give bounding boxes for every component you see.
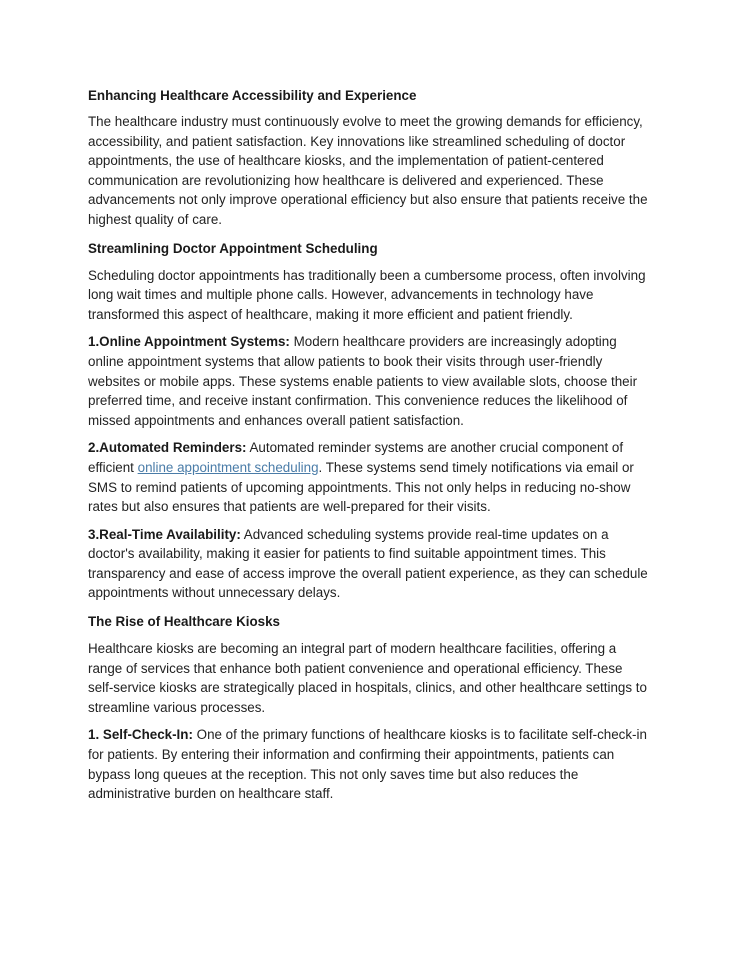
list-item-online-appointment	[88, 332, 650, 430]
list-item-text: One of the primary functions of healthcare kiosks is to facilitate self-check-in for patients. By entering their information and confirming their appointments, patients can bypass long queues at the reception. This not only saves time but also reduces the administrative burden on healthcare staff.	[88, 727, 647, 802]
section-heading-scheduling: Streamlining Doctor Appointment Scheduling	[88, 240, 378, 256]
list-item-text: Automated reminder systems are another crucial component of efficient	[88, 440, 624, 475]
online-appointment-scheduling-link[interactable]: online appointment scheduling	[137, 459, 319, 475]
scheduling-paragraph: Scheduling doctor appointments has traditionally been a cumbersome process, often involving long wait times and multiple phone calls. However, advancements in technology have transformed this aspect of healthcare, making it more efficient and patient friendly.	[88, 267, 646, 322]
intro-paragraph: The healthcare industry must continuously evolve to meet the growing demands for efficiency, accessibility, and patient satisfaction. Key innovations like streamlined scheduling of doctor appointments, the use of healthcare kiosks, and the implementation of patient-centered communication are revolutionizing how healthcare is delivered and experienced. These advancements not only improve operational efficiency but also ensure that patients receive the highest quality of care.	[88, 114, 648, 227]
list-item-label: 2.Automated Reminders:	[88, 440, 247, 456]
section-heading-kiosks: The Rise of Healthcare Kiosks	[88, 614, 281, 630]
list-item-label: 1. Self-Check-In:	[88, 727, 193, 743]
list-item-label: 1.Online Appointment Systems:	[88, 334, 290, 350]
document-title: Enhancing Healthcare Accessibility and Experience	[88, 88, 417, 103]
list-item-real-time-availability	[88, 525, 650, 603]
kiosks-paragraph: Healthcare kiosks are becoming an integral part of modern healthcare facilities, offering a range of services that enhance both patient convenience and operational efficiency. These self-service kiosks are strategically placed in hospitals, clinics, and other healthcare settings to streamline various processes.	[88, 641, 647, 715]
list-item-automated-reminders	[88, 438, 650, 516]
list-item-text-continued: . These systems send timely notifications via email or SMS to remind patients of upcoming appointments. This not only helps in reducing no-show rates but also ensures that patients are well-prepared for their visits.	[88, 459, 634, 515]
list-item-text: Modern healthcare providers are increasingly adopting online appointment systems that allow patients to book their visits through user-friendly websites or mobile apps. These systems enable patients to view available slots, choose their preferred time, and receive instant confirmation. This convenience reduces the likelihood of missed appointments and enhances overall patient satisfaction.	[88, 334, 638, 428]
list-item-text: Advanced scheduling systems provide real-time updates on a doctor's availability, making it easier for patients to find suitable appointment times. This transparency and ease of access improve the overall patient experience, as they can schedule appointments without unnecessary delays.	[88, 526, 648, 601]
list-item-label: 3.Real-Time Availability:	[88, 526, 241, 542]
document-page	[88, 86, 650, 804]
list-item-self-check-in	[88, 725, 650, 803]
